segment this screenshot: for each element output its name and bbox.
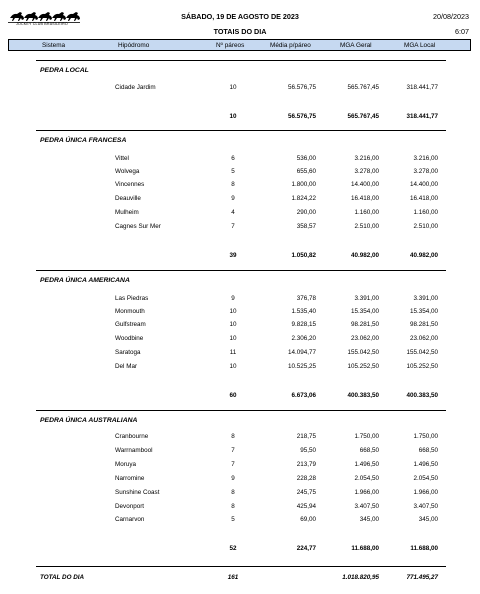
total-local-cell: 318.441,77	[406, 113, 438, 120]
pareos-cell: 8	[231, 433, 235, 440]
total-geral-cell: 400.383,50	[347, 392, 379, 399]
media-cell: 290,00	[296, 209, 316, 216]
report-date: 20/08/2023	[433, 12, 469, 21]
hipodromo-cell: Del Mar	[115, 363, 138, 370]
table-row	[0, 321, 480, 331]
mga-local-cell: 1.496,50	[413, 461, 438, 468]
section-divider	[36, 60, 446, 61]
hipodromo-cell: Warrnambool	[115, 447, 153, 454]
section-divider	[36, 130, 446, 131]
mga-local-cell: 2.054,50	[413, 475, 438, 482]
grand-total-local: 771.495,27	[406, 574, 438, 581]
report-subtitle: TOTAIS DO DIA	[213, 27, 267, 36]
report-title: SÁBADO, 19 DE AGOSTO DE 2023	[181, 12, 299, 21]
pareos-cell: 4	[231, 209, 235, 216]
mga-local-cell: 1.750,00	[413, 433, 438, 440]
mga-geral-cell: 1.496,50	[354, 461, 379, 468]
mga-geral-cell: 1.750,00	[354, 433, 379, 440]
grand-total-pareos: 161	[227, 574, 239, 581]
mga-local-cell: 3.278,00	[413, 168, 438, 175]
table-row	[0, 308, 480, 318]
total-local-cell: 400.383,50	[406, 392, 438, 399]
hipodromo-cell: Woodbine	[115, 335, 144, 342]
mga-local-cell: 14.400,00	[409, 181, 438, 188]
section-divider	[36, 270, 446, 271]
hipodromo-cell: Deauville	[115, 195, 141, 202]
hipodromo-cell: Devonport	[115, 503, 145, 510]
hipodromo-cell: Las Piedras	[115, 295, 149, 302]
section-total-row	[0, 113, 480, 123]
total-geral-cell: 40.982,00	[350, 252, 379, 259]
media-cell: 218,75	[296, 433, 316, 440]
total-local-cell: 40.982,00	[409, 252, 438, 259]
media-cell: 2.306,20	[291, 335, 316, 342]
pareos-cell: 11	[229, 349, 237, 356]
total-geral-cell: 565.767,45	[347, 113, 379, 120]
col-mga-geral: MGA Geral	[340, 42, 372, 49]
grand-total-label: TOTAL DO DIA	[40, 574, 85, 581]
grand-total-divider	[36, 566, 446, 567]
media-cell: 245,75	[296, 489, 316, 496]
mga-local-cell: 1.160,00	[413, 209, 438, 216]
hipodromo-cell: Saratoga	[115, 349, 141, 356]
table-row	[0, 447, 480, 457]
hipodromo-cell: Moruya	[115, 461, 136, 468]
mga-local-cell: 23.062,00	[409, 335, 438, 342]
pareos-cell: 9	[231, 475, 235, 482]
table-row	[0, 223, 480, 233]
col-media: Média p/páreo	[270, 42, 311, 49]
media-cell: 213,79	[296, 461, 316, 468]
hipodromo-cell: Monmouth	[115, 308, 145, 315]
pareos-cell: 7	[231, 223, 235, 230]
mga-geral-cell: 15.354,00	[350, 308, 379, 315]
table-row	[0, 433, 480, 443]
pareos-cell: 10	[229, 335, 237, 342]
mga-local-cell: 15.354,00	[409, 308, 438, 315]
hipodromo-cell: Cagnes Sur Mer	[115, 223, 161, 230]
pareos-cell: 10	[229, 84, 237, 91]
section-total-row	[0, 252, 480, 262]
total-media-cell: 1.050,82	[291, 252, 316, 259]
media-cell: 1.800,00	[291, 181, 316, 188]
total-media-cell: 6.673,06	[291, 392, 316, 399]
mga-local-cell: 345,00	[418, 516, 438, 523]
pareos-cell: 5	[231, 168, 235, 175]
total-local-cell: 11.688,00	[410, 545, 438, 552]
table-row	[0, 461, 480, 471]
table-row	[0, 209, 480, 219]
mga-geral-cell: 14.400,00	[350, 181, 379, 188]
pareos-cell: 7	[231, 447, 235, 454]
mga-geral-cell: 2.510,00	[354, 223, 379, 230]
section-title: PEDRA ÚNICA AUSTRALIANA	[40, 417, 138, 424]
mga-local-cell: 3.407,50	[413, 503, 438, 510]
pareos-cell: 10	[229, 321, 237, 328]
media-cell: 69,00	[300, 516, 316, 523]
mga-geral-cell: 565.767,45	[347, 84, 379, 91]
table-row	[0, 335, 480, 345]
hipodromo-cell: Sunshine Coast	[115, 489, 160, 496]
table-row	[0, 349, 480, 359]
grand-total-geral: 1.018.820,95	[342, 574, 379, 581]
hipodromo-cell: Carnarvon	[115, 516, 145, 523]
hipodromo-cell: Narromine	[115, 475, 145, 482]
table-row	[0, 168, 480, 178]
grand-total-row	[0, 574, 480, 584]
pareos-cell: 10	[229, 363, 237, 370]
col-pareos: Nº páreos	[216, 42, 245, 49]
hipodromo-cell: Gulfstream	[115, 321, 146, 328]
total-pareos-cell: 60	[229, 392, 237, 399]
total-media-cell: 56.576,75	[287, 113, 316, 120]
col-sistema: Sistema	[42, 42, 66, 49]
section-title: PEDRA ÚNICA FRANCESA	[40, 137, 127, 144]
pareos-cell: 6	[231, 155, 235, 162]
mga-local-cell: 16.418,00	[409, 195, 438, 202]
logo-caption: JOCKEY CLUB BRASILEIRO	[16, 22, 68, 26]
mga-local-cell: 2.510,00	[413, 223, 438, 230]
media-cell: 358,57	[296, 223, 316, 230]
table-row	[0, 84, 480, 94]
hipodromo-cell: Vittel	[115, 155, 129, 162]
mga-geral-cell: 1.160,00	[354, 209, 379, 216]
mga-geral-cell: 16.418,00	[350, 195, 379, 202]
mga-geral-cell: 105.252,50	[347, 363, 379, 370]
mga-geral-cell: 23.062,00	[350, 335, 379, 342]
mga-geral-cell: 668,50	[359, 447, 379, 454]
media-cell: 655,60	[296, 168, 316, 175]
total-geral-cell: 11.688,00	[351, 545, 379, 552]
mga-local-cell: 98.281,50	[409, 321, 438, 328]
hipodromo-cell: Cranbourne	[115, 433, 149, 440]
pareos-cell: 9	[231, 295, 235, 302]
media-cell: 9.828,15	[291, 321, 316, 328]
table-row	[0, 489, 480, 499]
mga-local-cell: 3.391,00	[413, 295, 438, 302]
table-row	[0, 155, 480, 165]
table-row	[0, 503, 480, 513]
table-row	[0, 181, 480, 191]
pareos-cell: 5	[231, 516, 235, 523]
section-total-row	[0, 545, 480, 555]
media-cell: 10.525,25	[287, 363, 316, 370]
total-pareos-cell: 10	[229, 113, 237, 120]
total-media-cell: 224,77	[296, 545, 316, 552]
table-row	[0, 195, 480, 205]
media-cell: 56.576,75	[287, 84, 316, 91]
section-divider	[36, 410, 446, 411]
mga-local-cell: 3.216,00	[413, 155, 438, 162]
total-pareos-cell: 39	[229, 252, 237, 259]
media-cell: 1.535,40	[291, 308, 316, 315]
mga-local-cell: 1.966,00	[413, 489, 438, 496]
section-title: PEDRA ÚNICA AMERICANA	[40, 277, 130, 284]
mga-local-cell: 668,50	[418, 447, 438, 454]
hipodromo-cell: Wolvega	[115, 168, 140, 175]
hipodromo-cell: Cidade Jardim	[115, 84, 156, 91]
section-total-row	[0, 392, 480, 402]
media-cell: 1.824,22	[291, 195, 316, 202]
pareos-cell: 9	[231, 195, 235, 202]
media-cell: 376,78	[296, 295, 316, 302]
table-row	[0, 295, 480, 305]
pareos-cell: 8	[231, 503, 235, 510]
media-cell: 425,94	[296, 503, 316, 510]
pareos-cell: 10	[229, 308, 237, 315]
col-mga-local: MGA Local	[404, 42, 436, 49]
mga-geral-cell: 2.054,50	[354, 475, 379, 482]
total-pareos-cell: 52	[229, 545, 237, 552]
mga-geral-cell: 3.278,00	[354, 168, 379, 175]
table-row	[0, 475, 480, 485]
media-cell: 95,50	[300, 447, 316, 454]
mga-geral-cell: 3.391,00	[354, 295, 379, 302]
mga-geral-cell: 98.281,50	[350, 321, 379, 328]
table-row	[0, 516, 480, 526]
pareos-cell: 8	[231, 181, 235, 188]
mga-local-cell: 155.042,50	[406, 349, 438, 356]
media-cell: 14.094,77	[287, 349, 316, 356]
mga-local-cell: 318.441,77	[406, 84, 438, 91]
media-cell: 228,28	[296, 475, 316, 482]
pareos-cell: 8	[231, 489, 235, 496]
column-header-bar	[8, 39, 471, 51]
hipodromo-cell: Vincennes	[115, 181, 145, 188]
hipodromo-cell: Mulheim	[115, 209, 139, 216]
report-time: 6:07	[455, 27, 469, 36]
section-title: PEDRA LOCAL	[40, 67, 89, 74]
mga-geral-cell: 155.042,50	[347, 349, 379, 356]
table-row	[0, 363, 480, 373]
pareos-cell: 7	[231, 461, 235, 468]
mga-geral-cell: 3.216,00	[354, 155, 379, 162]
col-hipodromo: Hipódromo	[118, 42, 150, 49]
mga-geral-cell: 345,00	[359, 516, 379, 523]
media-cell: 536,00	[296, 155, 316, 162]
mga-geral-cell: 1.966,00	[354, 489, 379, 496]
mga-geral-cell: 3.407,50	[354, 503, 379, 510]
mga-local-cell: 105.252,50	[406, 363, 438, 370]
